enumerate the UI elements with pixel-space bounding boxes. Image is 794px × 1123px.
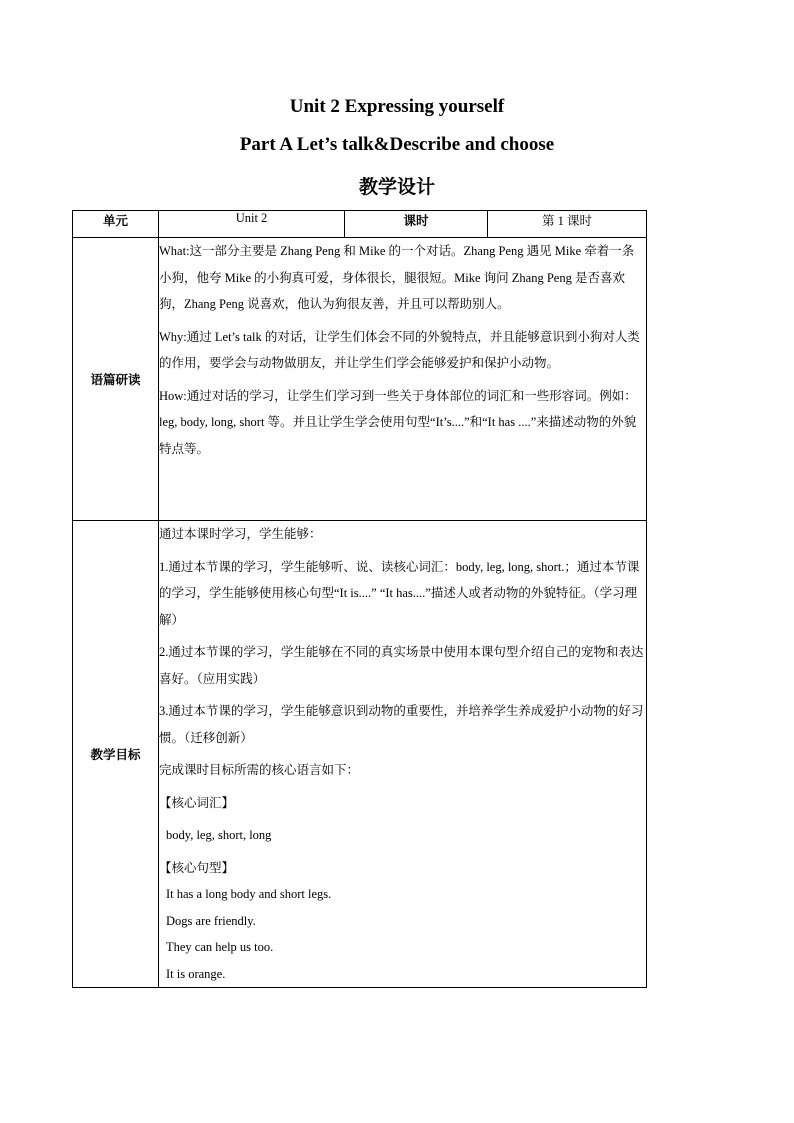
period-label: 课时	[345, 211, 488, 238]
core-vocab-heading: 【核心词汇】	[159, 795, 235, 810]
core-sentence: It is orange.	[166, 966, 226, 981]
core-sentence: They can help us too.	[166, 940, 274, 954]
analysis-content	[159, 238, 647, 521]
lesson-plan-table	[72, 210, 647, 988]
core-language-intro: 完成课时目标所需的核心语言如下：	[159, 763, 360, 777]
analysis-row	[73, 238, 647, 521]
core-sentence: It has a long body and short legs.	[166, 887, 332, 901]
objectives-intro: 通过本课时学习，学生能够：	[159, 527, 322, 541]
objective-item-2: 2.通过本节课的学习，学生能够在不同的真实场景中使用本课句型介绍自己的宠物和表达喜好。（应用实践）	[159, 645, 644, 686]
table-header-row	[73, 211, 647, 238]
core-sentence-heading: 【核心句型】	[159, 860, 235, 875]
analysis-how: How:通过对话的学习，让学生们学习到一些关于身体部位的词汇和一些形容词。例如：leg, body, long, short 等。并且让学生学会使用句型“It’s....”和“It has ....”来描述动物的外貌特点等。	[159, 388, 637, 456]
unit-label: 单元	[73, 211, 159, 238]
core-sentence: Dogs are friendly.	[166, 913, 256, 928]
analysis-why: Why:通过 Let’s talk 的对话，让学生们体会不同的外貌特点，并且能够意识到小狗对人类的作用，要学会与动物做朋友，并让学生们学会能够爱护和保护小动物。	[159, 329, 640, 370]
objectives-row	[73, 521, 647, 988]
document-title: Unit 2 Expressing yourself	[289, 96, 505, 117]
unit-value: Unit 2	[159, 211, 345, 238]
document-heading-teaching-design: 教学设计	[358, 176, 435, 198]
analysis-label: 语篇研读	[73, 238, 159, 521]
objective-item-1: 1.通过本节课的学习，学生能够听、说、读核心词汇：body, leg, long, short.；通过本节课的学习，学生能够使用核心句型“It is....” “It has....”描述人或者动物的外貌特征。（学习理解）	[159, 559, 640, 627]
core-vocab-list: body, leg, short, long	[166, 828, 272, 842]
objective-item-3: 3.通过本节课的学习，学生能够意识到动物的重要性，并培养学生养成爱护小动物的好习惯。（迁移创新）	[159, 704, 644, 745]
period-value: 第 1 课时	[488, 211, 647, 238]
analysis-what: What:这一部分主要是 Zhang Peng 和 Mike 的一个对话。Zhang Peng 遇见 Mike 牵着一条小狗，他夸 Mike 的小狗真可爱，身体很长，腿很短。Mike 询问 Zhang Peng 是否喜欢狗，Zhang Peng 说喜欢，他认为狗很友善，并且可以帮助别人。	[159, 244, 635, 311]
document-subtitle: Part A Let’s talk&Describe and choose	[239, 134, 555, 155]
objectives-label: 教学目标	[73, 521, 159, 988]
objectives-content	[159, 521, 647, 988]
